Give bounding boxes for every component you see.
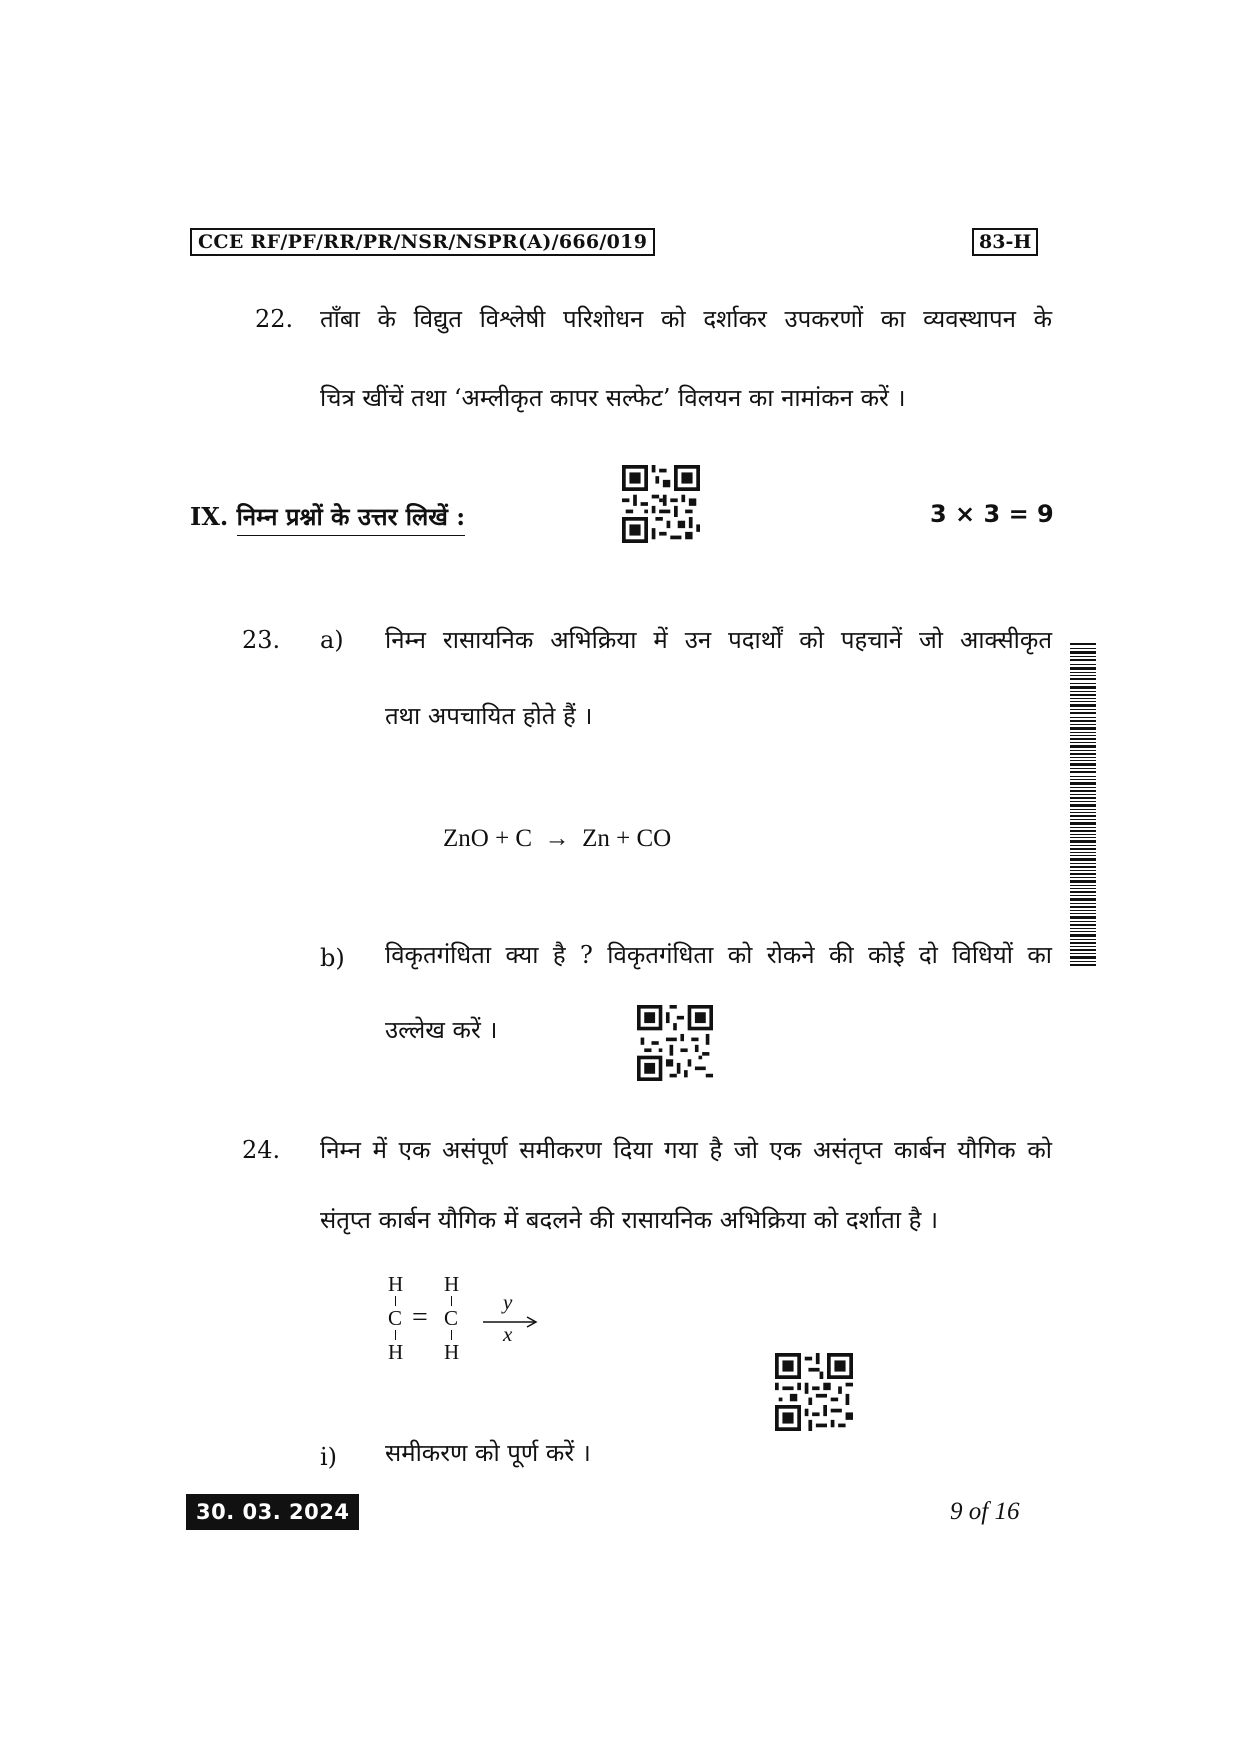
qr-code-icon: [637, 1005, 713, 1081]
paper-code-badge: 83-H: [972, 228, 1038, 256]
question-number: 24.: [242, 1136, 281, 1164]
question-paper-code: CCE RF/PF/RR/PR/NSR/NSPR(A)/666/019: [190, 228, 655, 256]
section-number: IX.: [190, 502, 229, 531]
question-number: 22.: [255, 305, 294, 333]
qr-code-icon: [775, 1353, 853, 1431]
section-heading: [190, 500, 465, 533]
qr-code-icon: [622, 465, 700, 543]
hydrogen-atom: H: [444, 1272, 460, 1296]
reaction-condition-bottom: x: [503, 1322, 513, 1346]
sub-question-label: i): [320, 1443, 338, 1471]
question-text-line: संतृप्त कार्बन यौगिक में बदलने की रासायनिक अभिक्रिया को दर्शाता है ।: [320, 1206, 939, 1234]
chemical-equation: ZnO + C → Zn + CO: [443, 825, 672, 852]
carbon-atom: C: [444, 1306, 459, 1330]
barcode-icon: [1070, 643, 1096, 968]
carbon-atom: C: [388, 1306, 403, 1330]
question-text-line: ताँबा के विद्युत विश्लेषी परिशोधन को दर्शाकर उपकरणों का व्यवस्थापन के: [320, 305, 1052, 333]
question-text-line: उल्लेख करें ।: [385, 1016, 498, 1044]
sub-question-label: a): [320, 626, 344, 654]
section-title: निम्न प्रश्नों के उत्तर लिखें :: [237, 502, 466, 536]
section-marks: 3 × 3 = 9: [930, 500, 1054, 528]
bond-line: [395, 1330, 396, 1340]
hydrogen-atom: H: [388, 1340, 404, 1364]
question-text-line: चित्र खींचें तथा ‘अम्लीकृत कापर सल्फेट’ विलयन का नामांकन करें ।: [320, 384, 906, 412]
ethene-structure: [385, 1272, 555, 1382]
bond-line: [451, 1296, 452, 1306]
sub-question-label: b): [320, 944, 345, 972]
hydrogen-atom: H: [388, 1272, 404, 1296]
double-bond: =: [412, 1302, 428, 1333]
question-number: 23.: [242, 626, 281, 654]
reaction-condition-top: y: [503, 1290, 513, 1314]
bond-line: [451, 1330, 452, 1340]
exam-date: 30. 03. 2024: [186, 1494, 359, 1530]
page-number: 9 of 16: [950, 1498, 1020, 1525]
question-text-line: समीकरण को पूर्ण करें ।: [385, 1439, 591, 1467]
question-text-line: तथा अपचायित होते हैं ।: [385, 702, 593, 730]
question-text-line: विकृतगंधिता क्या है ? विकृतगंधिता को रोकने की कोई दो विधियों का: [385, 941, 1052, 969]
hydrogen-atom: H: [444, 1340, 460, 1364]
question-text-line: निम्न रासायनिक अभिक्रिया में उन पदार्थों को पहचानें जो आक्सीकृत: [385, 626, 1052, 654]
question-text-line: निम्न में एक असंपूर्ण समीकरण दिया गया है जो एक असंतृप्त कार्बन यौगिक को: [320, 1136, 1052, 1164]
bond-line: [395, 1296, 396, 1306]
